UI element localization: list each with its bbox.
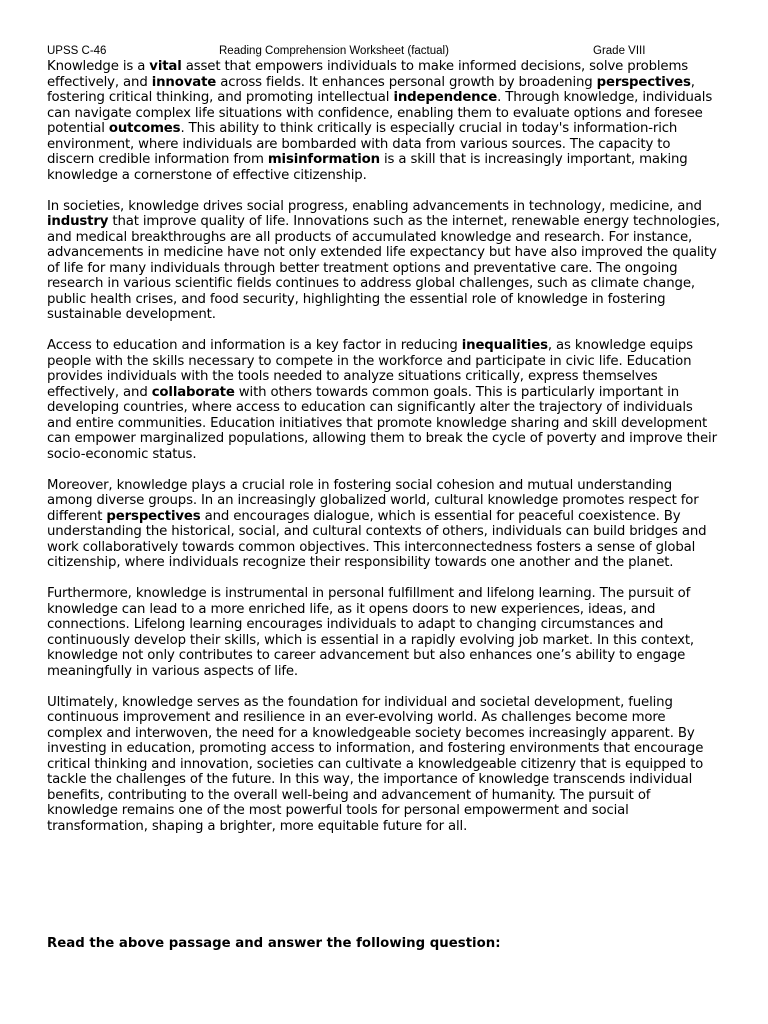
keyword: perspectives bbox=[106, 508, 201, 524]
worksheet-header bbox=[47, 44, 721, 59]
keyword: innovate bbox=[151, 74, 217, 90]
keyword: outcomes bbox=[108, 121, 181, 136]
question-prompt: Read the above passage and answer the following question: bbox=[47, 936, 501, 951]
paragraph-5: Furthermore, knowledge is instrumental in personal fulfillment and lifelong learning. The pursuit of knowledge can lead to a more enriched life, as it opens doors to new experiences, ideas, and connections. Lifelong learning encourages individuals to adapt to changing circumstances and continuously develop their skills, which is essential in a rapidly evolving job market. In this context, knowledge not only contributes to career advancement but also enhances one’s ability to engage meaningfully in various aspects of life. bbox=[47, 586, 695, 679]
keyword: inequalities bbox=[461, 338, 548, 353]
worksheet-page bbox=[47, 44, 721, 850]
keyword: misinformation bbox=[267, 152, 380, 167]
keyword: industry bbox=[47, 214, 109, 229]
keyword: perspectives bbox=[596, 74, 691, 90]
paragraph-3: Access to education and information is a key factor in reducing inequalities, as knowledge equips people with the skills necessary to compete in the workforce and participate in civic life. Education provides individuals with the tools needed to analyze situations critically, express themselves effectively, and collaborate with others towards common goals. This is particularly important in developing countries, where access to education can significantly alter the trajectory of individuals and entire communities. Education initiatives that promote knowledge sharing and skill development can empower marginalized populations, allowing them to break the cycle of poverty and improve their socio-economic status. bbox=[47, 338, 717, 462]
paragraph-1: Knowledge is a vital asset that empowers individuals to make informed decisions, solve problems effectively, and innovate across fields. It enhances personal growth by broadening perspectives, fostering critical thinking, and promoting intellectual independence. Through knowledge, individuals can navigate complex life situations with confidence, enabling them to evaluate options and foresee potential outcomes. This ability to think critically is especially crucial in today's information-rich environment, where individuals are bombarded with data from various sources. The capacity to discern credible information from misinformation is a skill that is increasingly important, making knowledge a cornerstone of effective citizenship. bbox=[47, 59, 713, 183]
keyword: vital bbox=[149, 59, 182, 74]
grade-label: Grade VIII bbox=[593, 45, 646, 57]
paragraph-2: In societies, knowledge drives social progress, enabling advancements in technology, medicine, and industry that improve quality of life. Innovations such as the internet, renewable energy technologies, and medical breakthroughs are all products of accumulated knowledge and research. For instance, advancements in medicine have not only extended life expectancy but have also improved the quality of life for many individuals through better treatment options and preventative care. The ongoing research in various scientific fields continues to address global challenges, such as climate change, public health crises, and food security, highlighting the essential role of knowledge in fostering sustainable development. bbox=[47, 198, 720, 322]
paragraph-4: Moreover, knowledge plays a crucial role in fostering social cohesion and mutual understanding among diverse groups. In an increasingly globalized world, cultural knowledge promotes respect for different perspectives and encourages dialogue, which is essential for peaceful coexistence. By understanding the historical, social, and cultural contexts of others, individuals can build bridges and work collaboratively towards common objectives. This interconnectedness fosters a sense of global citizenship, where individuals recognize their responsibility towards one another and the planet. bbox=[47, 477, 707, 570]
school-code: UPSS C-46 bbox=[47, 45, 107, 57]
keyword: independence bbox=[393, 90, 498, 105]
reading-passage bbox=[47, 59, 721, 834]
keyword: collaborate bbox=[151, 384, 235, 400]
paragraph-6: Ultimately, knowledge serves as the foundation for individual and societal development, fueling continuous improvement and resilience in an ever-evolving world. As challenges become more complex and interwoven, the need for a knowledgeable society becomes increasingly apparent. By investing in education, promoting access to information, and fostering environments that encourage critical thinking and innovation, societies can cultivate a knowledgeable citizenry that is equipped to tackle the challenges of the future. In this way, the importance of knowledge transcends individual benefits, contributing to the overall well-being and advancement of humanity. The pursuit of knowledge remains one of the most powerful tools for personal empowerment and social transformation, shaping a brighter, more equitable future for all. bbox=[47, 694, 704, 834]
worksheet-title: Reading Comprehension Worksheet (factual) bbox=[219, 45, 449, 57]
